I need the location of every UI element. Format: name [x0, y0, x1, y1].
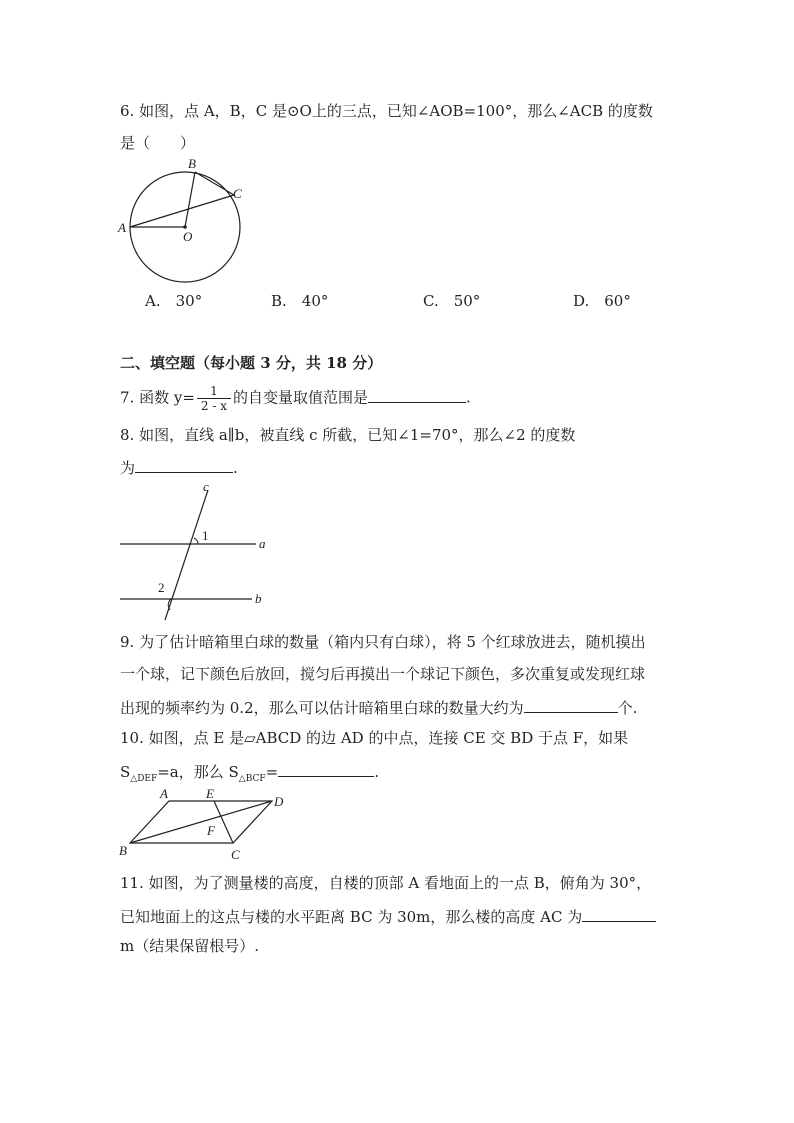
- q6-line2: 是（ ）: [120, 134, 196, 152]
- q10-s1-sub: △DEF: [130, 774, 158, 784]
- label-a: A: [118, 220, 126, 235]
- angle-1-arc: [194, 538, 198, 544]
- q7-line: [120, 384, 471, 413]
- q8-parallel-lines-figure: [110, 478, 280, 628]
- q8-end: .: [233, 459, 238, 477]
- label-b: B: [119, 843, 127, 858]
- q9-answer-blank[interactable]: [524, 696, 618, 713]
- line-c: [165, 490, 208, 620]
- q6-line1: 6. 如图，点 A，B，C 是⊙O上的三点，已知∠AOB=100°，那么∠ACB 的度数: [120, 102, 653, 120]
- option-c: C. 50°: [423, 292, 481, 310]
- q7-denominator: 2 - x: [200, 399, 227, 413]
- option-b: B. 40°: [271, 292, 329, 310]
- q8-line1: 8. 如图，直线 a∥b，被直线 c 所截，已知∠1=70°，那么∠2 的度数: [120, 426, 576, 444]
- label-e: E: [206, 786, 214, 801]
- q9-line2: 一个球，记下颜色后放回，搅匀后再摸出一个球记下颜色，多次重复或发现红球: [120, 665, 646, 683]
- q11-text: 已知地面上的这点与楼的水平距离 BC 为 30m，那么楼的高度 AC 为: [120, 908, 583, 926]
- q8-line2: [120, 456, 238, 478]
- q7-suffix: 的自变量取值范围是: [232, 388, 368, 407]
- q10-parallelogram-figure: [110, 784, 300, 864]
- q11-answer-blank[interactable]: [582, 905, 656, 922]
- label-c: C: [233, 186, 242, 201]
- option-a: A. 30°: [145, 292, 203, 310]
- q10-s2-sub: △BCF: [238, 774, 266, 784]
- label-o: O: [183, 229, 193, 244]
- label-a: a: [259, 536, 266, 551]
- q11-line1: 11. 如图，为了测量楼的高度，自楼的顶部 A 看地面上的一点 B，俯角为 30°，: [120, 874, 652, 892]
- label-b: b: [255, 591, 262, 606]
- label-c: C: [231, 847, 240, 862]
- q11-line3: m（结果保留根号）.: [120, 937, 259, 955]
- q10-line1: 10. 如图，点 E 是▱ABCD 的边 AD 的中点，连接 CE 交 BD 于点 F，如果: [120, 729, 629, 747]
- q7-fraction: [197, 384, 231, 413]
- q9-end: 个.: [617, 699, 638, 717]
- label-1: 1: [202, 528, 209, 543]
- q7-numerator: 1: [197, 384, 231, 399]
- section-title: 二、填空题（每小题 3 分，共 18 分）: [120, 354, 383, 372]
- q10-s1-val: =a，那么 S: [157, 763, 239, 781]
- q10-s1: S: [120, 763, 131, 781]
- segment-ob: [185, 172, 195, 227]
- label-d: D: [274, 794, 284, 809]
- q9-line1: 9. 为了估计暗箱里白球的数量（箱内只有白球），将 5 个红球放进去，随机摸出: [120, 633, 646, 651]
- segment-bc: [195, 172, 234, 195]
- label-a: A: [160, 786, 168, 801]
- segment-ce: [214, 801, 233, 843]
- diagonal-bd: [130, 801, 272, 843]
- q10-s2-val: =: [265, 763, 279, 781]
- label-b: B: [188, 156, 196, 171]
- q7-answer-blank[interactable]: [368, 386, 466, 403]
- q7-prefix: 7. 函数 y=: [120, 388, 195, 407]
- label-c: c: [203, 479, 209, 494]
- segment-ac: [130, 195, 234, 227]
- q10-end: .: [374, 763, 379, 781]
- label-f: F: [207, 823, 215, 838]
- q9-line3: [120, 696, 637, 718]
- q8-answer-blank[interactable]: [135, 456, 233, 473]
- q6-circle-figure: [110, 155, 260, 285]
- q7-end: .: [466, 388, 471, 407]
- q10-answer-blank[interactable]: [278, 760, 374, 777]
- q9-prefix: 出现的频率约为 0.2，那么可以估计暗箱里白球的数量大约为: [120, 699, 524, 717]
- option-d: D. 60°: [573, 292, 631, 310]
- q8-prefix: 为: [120, 459, 136, 477]
- label-2: 2: [158, 580, 165, 595]
- q11-line2: [120, 905, 656, 927]
